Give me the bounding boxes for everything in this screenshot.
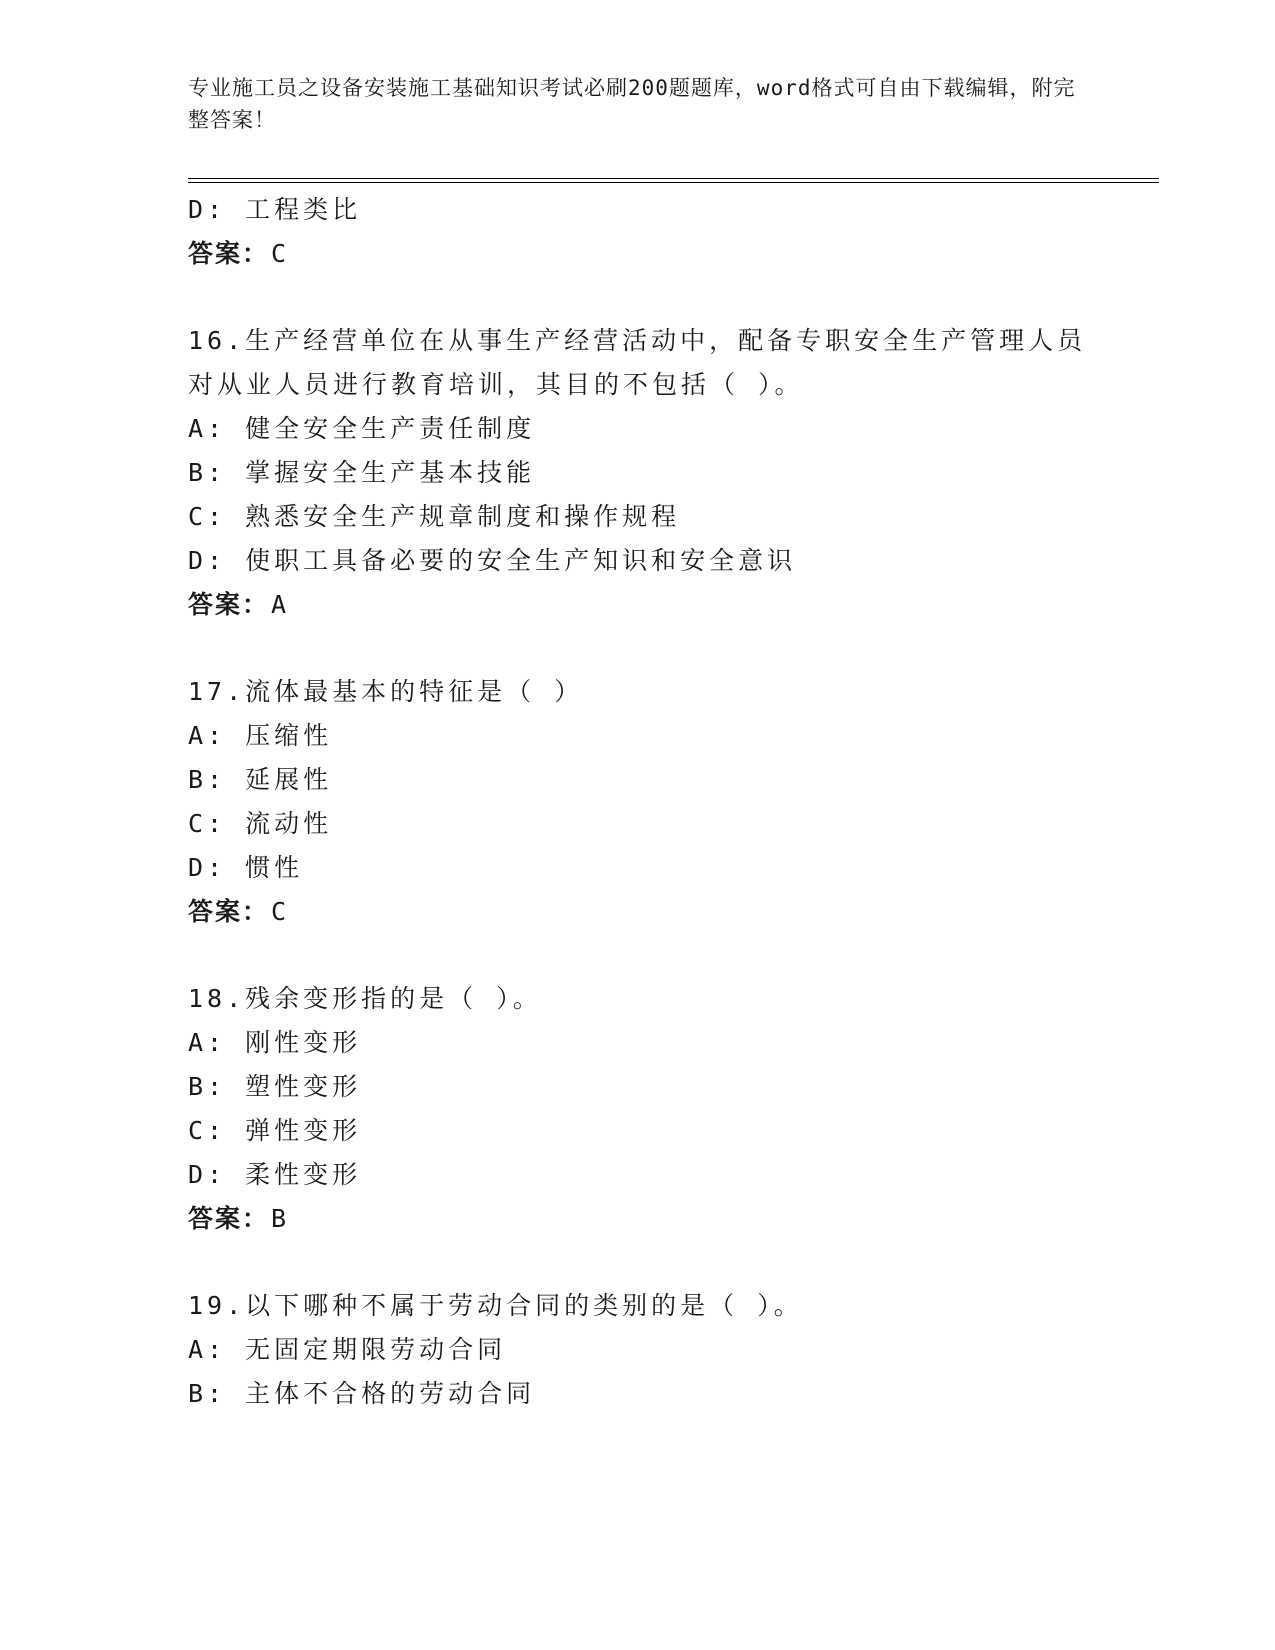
q17-answer	[188, 895, 288, 929]
q18-option-a: A: 刚性变形	[188, 1028, 362, 1057]
answer-label: 答案：	[188, 239, 270, 268]
q17-option-d: D: 惯性	[188, 853, 304, 882]
document-header: 专业施工员之设备安装施工基础知识考试必刷200题题库，word格式可自由下载编辑，附完整答案！	[188, 76, 1076, 132]
q16-option-a: A: 健全安全生产责任制度	[188, 414, 536, 443]
header-rule-top	[188, 178, 1159, 179]
q18-option-b: B: 塑性变形	[188, 1072, 362, 1101]
answer-label: 答案：	[188, 590, 270, 619]
q16-answer	[188, 588, 288, 622]
answer-value: C	[271, 239, 289, 268]
q17-option-b: B: 延展性	[188, 765, 333, 794]
q18-stem: 18.残余变形指的是（ ）。	[188, 984, 542, 1013]
q17-option-a: A: 压缩性	[188, 721, 333, 750]
q19-option-a: A: 无固定期限劳动合同	[188, 1335, 507, 1364]
answer-label: 答案：	[188, 1204, 270, 1233]
q17-option-c: C: 流动性	[188, 809, 333, 838]
header-rule-bottom	[188, 182, 1159, 183]
q19-option-b: B: 主体不合格的劳动合同	[188, 1379, 536, 1408]
q18-option-c: C: 弹性变形	[188, 1116, 362, 1145]
q16-option-b: B: 掌握安全生产基本技能	[188, 458, 536, 487]
prev-option-d: D: 工程类比	[188, 195, 362, 224]
q16-stem-line2: 对从业人员进行教育培训，其目的不包括（ ）。	[188, 370, 804, 399]
q16-option-d: D: 使职工具备必要的安全生产知识和安全意识	[188, 546, 797, 575]
q19-stem: 19.以下哪种不属于劳动合同的类别的是（ ）。	[188, 1291, 803, 1320]
q16-stem-line1: 16.生产经营单位在从事生产经营活动中，配备专职安全生产管理人员	[188, 326, 1087, 355]
answer-value: A	[271, 590, 289, 619]
q18-answer	[188, 1202, 288, 1236]
prev-answer	[188, 237, 288, 271]
answer-label: 答案：	[188, 897, 270, 926]
answer-value: C	[271, 897, 289, 926]
answer-value: B	[271, 1204, 289, 1233]
q18-option-d: D: 柔性变形	[188, 1160, 362, 1189]
q16-option-c: C: 熟悉安全生产规章制度和操作规程	[188, 502, 681, 531]
q17-stem: 17.流体最基本的特征是（ ）	[188, 677, 584, 706]
